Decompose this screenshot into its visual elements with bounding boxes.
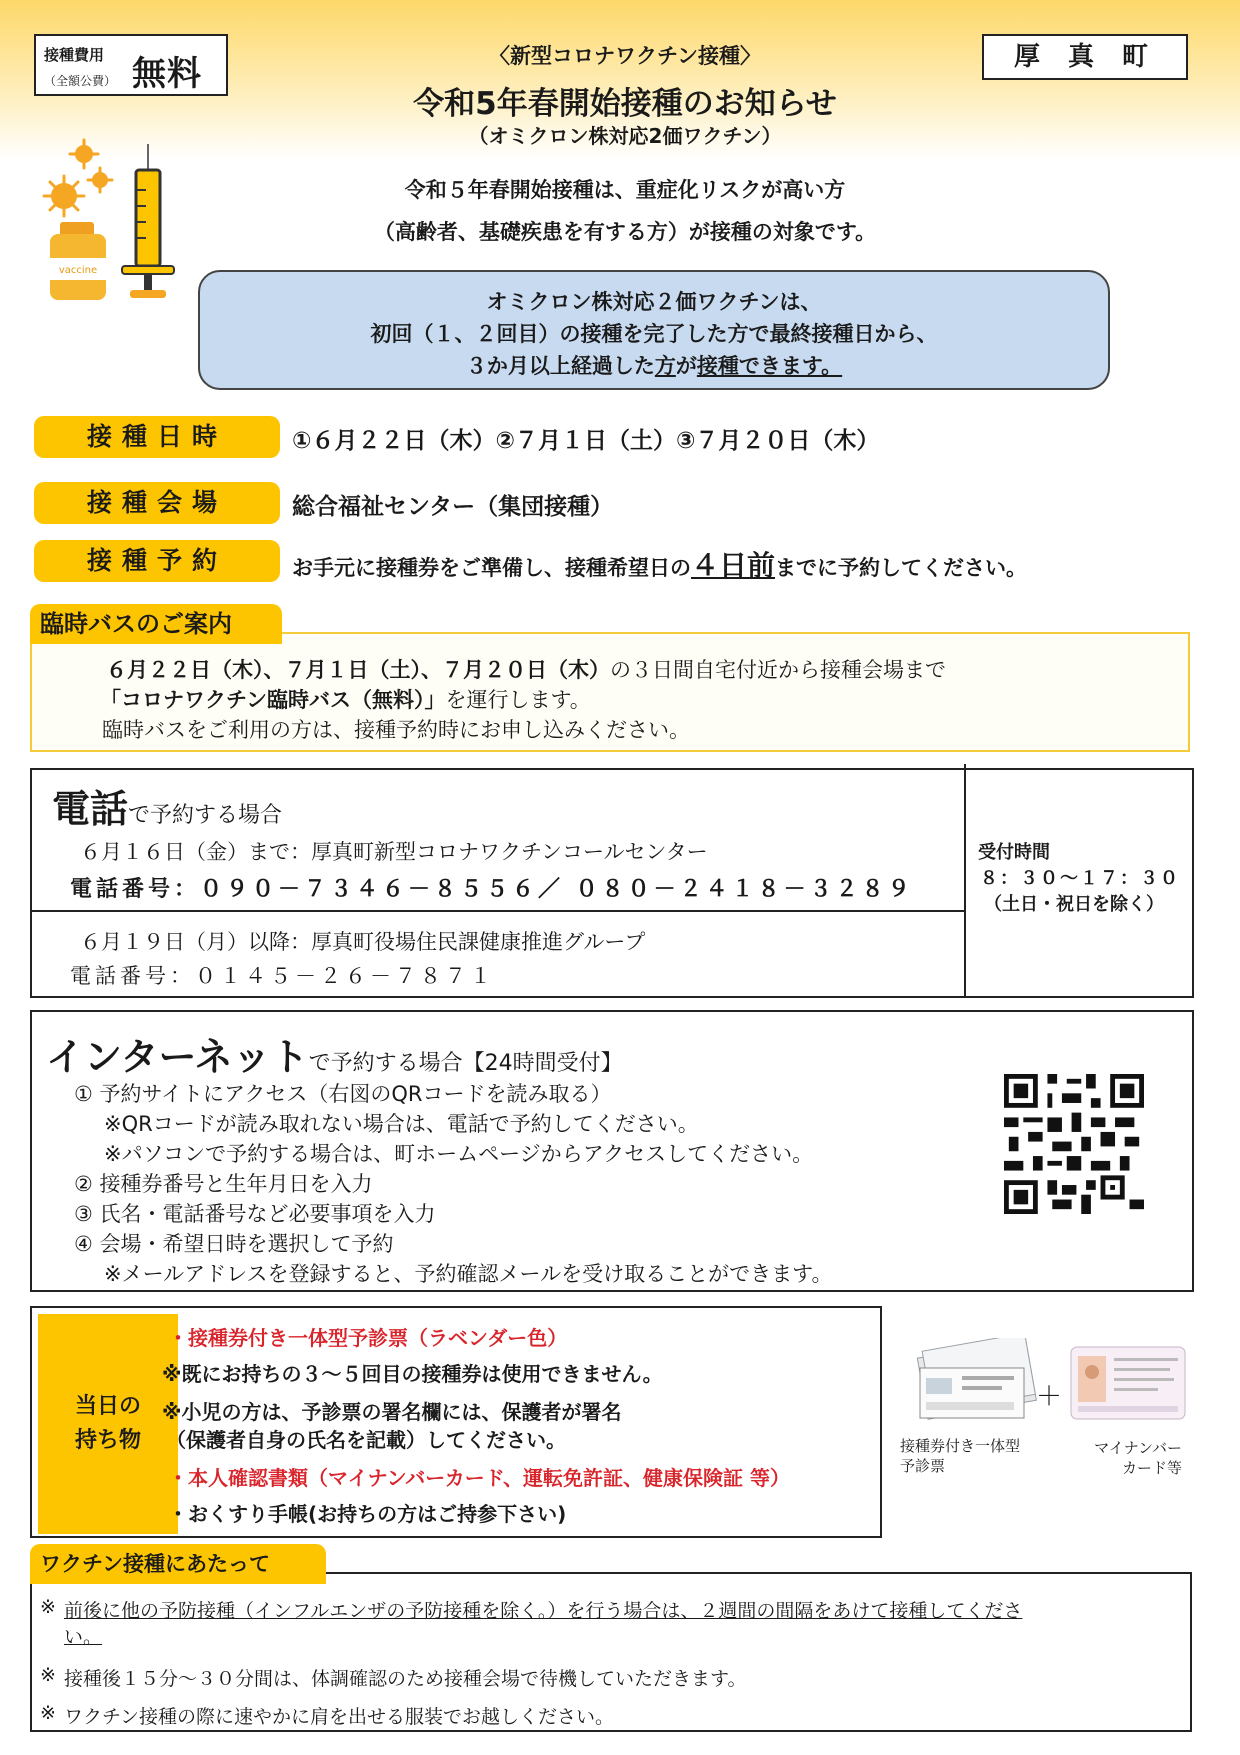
note-mark: ※ [40,1596,56,1618]
eligibility-box [198,270,1110,390]
ticket-icon [912,1338,1044,1422]
note-line-3: ワクチン接種の際に速やかに肩を出せる服装でお越しください。 [64,1706,615,1728]
phone-period-1: ６月１６日（金）まで：厚真町新型コロナワクチンコールセンター [80,840,708,864]
vial-icon [50,222,106,300]
reserve-text: お手元に接種券をご準備し、接種希望日の４日前までに予約してください。 [292,549,1028,582]
bring-item-ticket: ・接種券付き一体型予診票（ラベンダー色） [168,1326,568,1350]
internet-note: ※メールアドレスを登録すると、予約確認メールを受け取ることができます。 [104,1262,833,1286]
hours-note: （土日・祝日を除く） [984,894,1164,915]
cost-free: 無料 [132,54,202,94]
notes-title: ワクチン接種にあたって [30,1544,326,1584]
date-label: 接種日時 [34,416,280,458]
internet-step: ① 予約サイトにアクセス（右図のQRコードを読み取る） [74,1082,612,1106]
phone-section [30,768,1194,998]
internet-step: ③ 氏名・電話番号など必要事項を入力 [74,1202,436,1226]
reserve-deadline: ４日前 [691,549,776,582]
note-line-1b: い。 [64,1626,103,1648]
internet-step: ④ 会場・希望日時を選択して予約 [74,1232,394,1256]
bus-line-2: 「コロナワクチン臨時バス（無料）」を運行します。 [100,688,591,712]
intro-line-1: 令和５年春開始接種は、重症化リスクが高い方 [404,178,846,202]
divider [964,764,966,998]
plus-sign: ＋ [1036,1382,1063,1412]
title-sub: （オミクロン株対応2価ワクチン） [468,124,782,148]
eligibility-line-2: 初回（１、２回目）の接種を完了した方で最終接種日から、 [370,322,938,346]
eligibility-line-1: オミクロン株対応２価ワクチンは、 [486,290,822,314]
venue-label: 接種会場 [34,482,280,524]
cost-label: 接種費用 [44,46,105,64]
town-name: 厚真町 [982,34,1188,80]
bus-title: 臨時バスのご案内 [30,604,282,644]
internet-note: ※パソコンで予約する場合は、町ホームページからアクセスしてください。 [104,1142,814,1166]
vaccine-illustration [20,130,190,310]
cost-sub: （全額公費） [44,74,117,88]
id-card-icon [1070,1346,1186,1420]
title-top: 〈新型コロナワクチン接種〉 [489,44,761,68]
cost-badge [34,34,228,96]
vial-label: vaccine [58,265,98,276]
hours-value: ８：３０～１７：３０ [980,868,1180,889]
reserve-label: 接種予約 [34,540,280,582]
venue-text: 総合福祉センター（集団接種） [292,494,614,520]
phone-period-2: ６月１９日（月）以降：厚真町役場住民課健康推進グループ [80,930,646,954]
syringe-icon [122,144,174,298]
note-line-1: 前後に他の予防接種（インフルエンザの予防接種を除く。）を行う場合は、２週間の間隔をあけて接種してくださ [64,1600,1023,1622]
bus-box [30,632,1190,752]
internet-heading: インターネットで予約する場合【24時間受付】 [46,1035,623,1079]
notes-box [30,1572,1192,1732]
ticket-caption: 接種券付き一体型 予診票 [900,1437,1021,1475]
note-mark: ※ [40,1702,56,1724]
bring-item-handbook: ・おくすり手帳(お持ちの方はご持参下さい) [168,1502,567,1526]
bring-note: ※既にお持ちの３～５回目の接種券は使用できません。 [162,1362,663,1386]
bring-note: （保護者自身の氏名を記載）してください。 [166,1428,566,1452]
bus-line-1: ６月２２日（木）、７月１日（土）、７月２０日（木）の３日間自宅付近から接種会場まで [106,658,946,682]
bus-line-3: 臨時バスをご利用の方は、接種予約時にお申し込みください。 [102,718,690,742]
dates-text: ①６月２２日（木）②７月１日（土）③７月２０日（木） [292,428,880,454]
eligibility-line-3: ３か月以上経過した方が接種できます。 [465,354,843,378]
bring-note: ※小児の方は、予診票の署名欄には、保護者が署名 [162,1400,622,1424]
phone-number-1: 電話番号：０９０－７３４６－８５５６／ ０８０－２４１８－３２８９ [70,877,914,902]
note-line-2: 接種後１５分～３０分間は、体調確認のため接種会場で待機していただきます。 [64,1668,747,1690]
internet-note: ※QRコードが読み取れない場合は、電話で予約してください。 [104,1112,699,1136]
phone-heading: 電話で予約する場合 [52,787,283,831]
note-mark: ※ [40,1664,56,1686]
qr-code-icon[interactable] [1004,1074,1144,1214]
bring-tag: 当日の 持ち物 [38,1314,178,1534]
bring-item-id: ・本人確認書類（マイナンバーカード、運転免許証、健康保険証 等） [168,1466,790,1490]
card-caption: マイナンバー カード等 [1094,1439,1182,1477]
divider [32,910,964,912]
hours-label: 受付時間 [978,842,1050,863]
bring-section [30,1306,882,1538]
intro-line-2: （高齢者、基礎疾患を有する方）が接種の対象です。 [373,220,877,244]
internet-step: ② 接種券番号と生年月日を入力 [74,1172,373,1196]
phone-number-2: 電話番号：０１４５－２６－７８７１ [70,964,495,988]
page-title: 令和5年春開始接種のお知らせ [413,86,837,122]
